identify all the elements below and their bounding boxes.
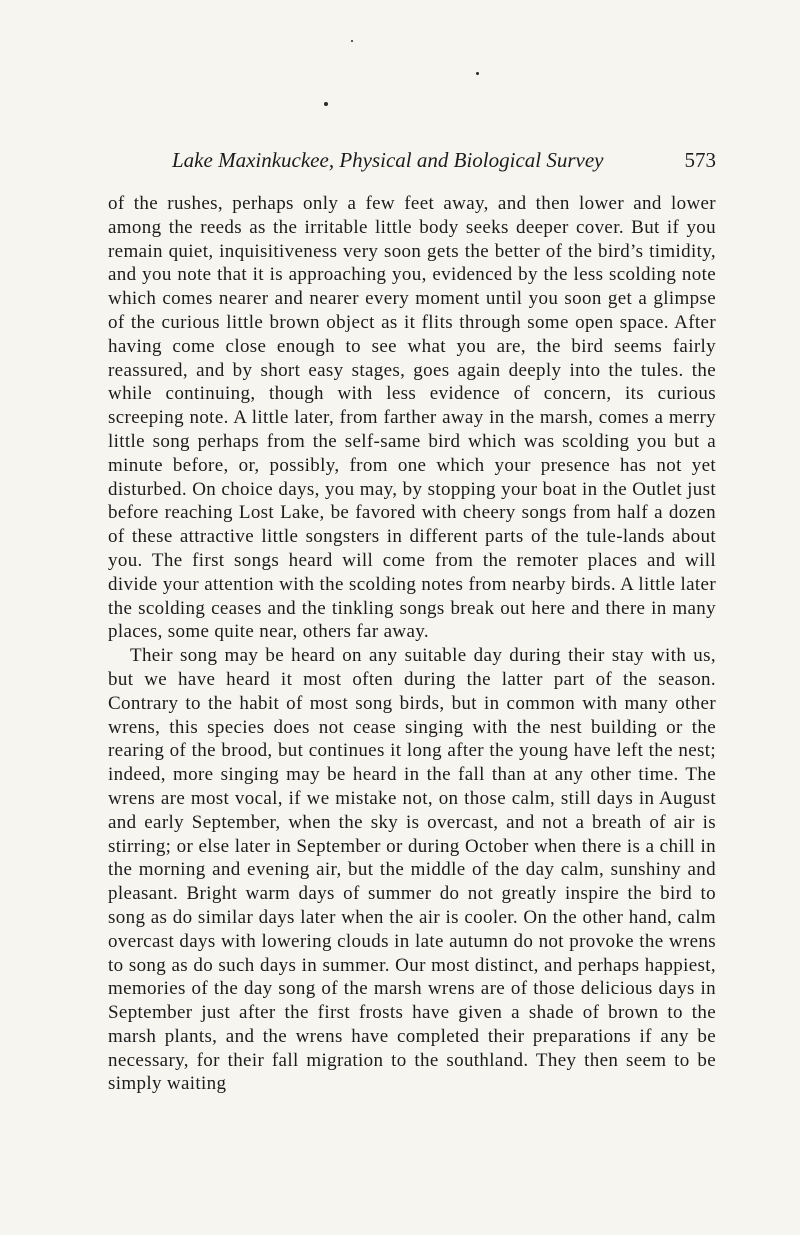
paper-speck	[351, 40, 353, 42]
running-header	[108, 148, 716, 172]
paragraph: of the rushes, perhaps only a few feet away, and then lower and lower among the reeds as the irritable little body seeks deeper cover. But if you remain quiet, inquisitiveness very soon gets the better of the bird’s timidity, and you note that it is approaching you, evidenced by the less scolding note which comes nearer and nearer every moment until you soon get a glimpse of the curious little brown object as it flits through some open space. After having come close enough to see what you are, the bird seems fairly reassured, and by short easy stages, goes again deeply into the tules. the while continuing, though with less evidence of concern, its curious screeping note. A little later, from farther away in the marsh, comes a merry little song perhaps from the self-same bird which was scolding you but a minute before, or, possibly, from one which your presence has not yet disturbed. On choice days, you may, by stopping your boat in the Outlet just before reaching Lost Lake, be favored with cheery songs from half a dozen of these attractive little songsters in different parts of the tule-lands about you. The first songs heard will come from the remoter places and will divide your attention with the scolding notes from nearby birds. A little later the scolding ceases and the tinkling songs break out here and there in many places, some quite near, others far away.	[108, 193, 716, 643]
paper-speck	[476, 72, 479, 75]
page-number: 573	[684, 148, 716, 172]
body-text	[108, 192, 716, 1096]
paper-speck	[324, 102, 328, 106]
running-header-title: Lake Maxinkuckee, Physical and Biological Survey	[172, 148, 604, 172]
paragraph: Their song may be heard on any suitable day during their stay with us, but we have heard it most often during the latter part of the season. Contrary to the habit of most song birds, but in common with many other wrens, this species does not cease singing with the nest building or the rearing of the brood, but continues it long after the young have left the nest; indeed, more singing may be heard in the fall than at any other time. The wrens are most vocal, if we mistake not, on those calm, still days in August and early September, when the sky is overcast, and not a breath of air is stirring; or else later in September or during October when there is a chill in the morning and evening air, but the middle of the day calm, sunshiny and pleasant. Bright warm days of summer do not greatly inspire the bird to song as do similar days later when the air is cooler. On the other hand, calm overcast days with lowering clouds in late autumn do not provoke the wrens to song as do such days in summer. Our most distinct, and perhaps happiest, memories of the day song of the marsh wrens are of those delicious days in September just after the first frosts have given a shade of brown to the marsh plants, and the wrens have completed their preparations if any be necessary, for their fall migration to the southland. They then seem to be simply waiting	[108, 645, 716, 1095]
